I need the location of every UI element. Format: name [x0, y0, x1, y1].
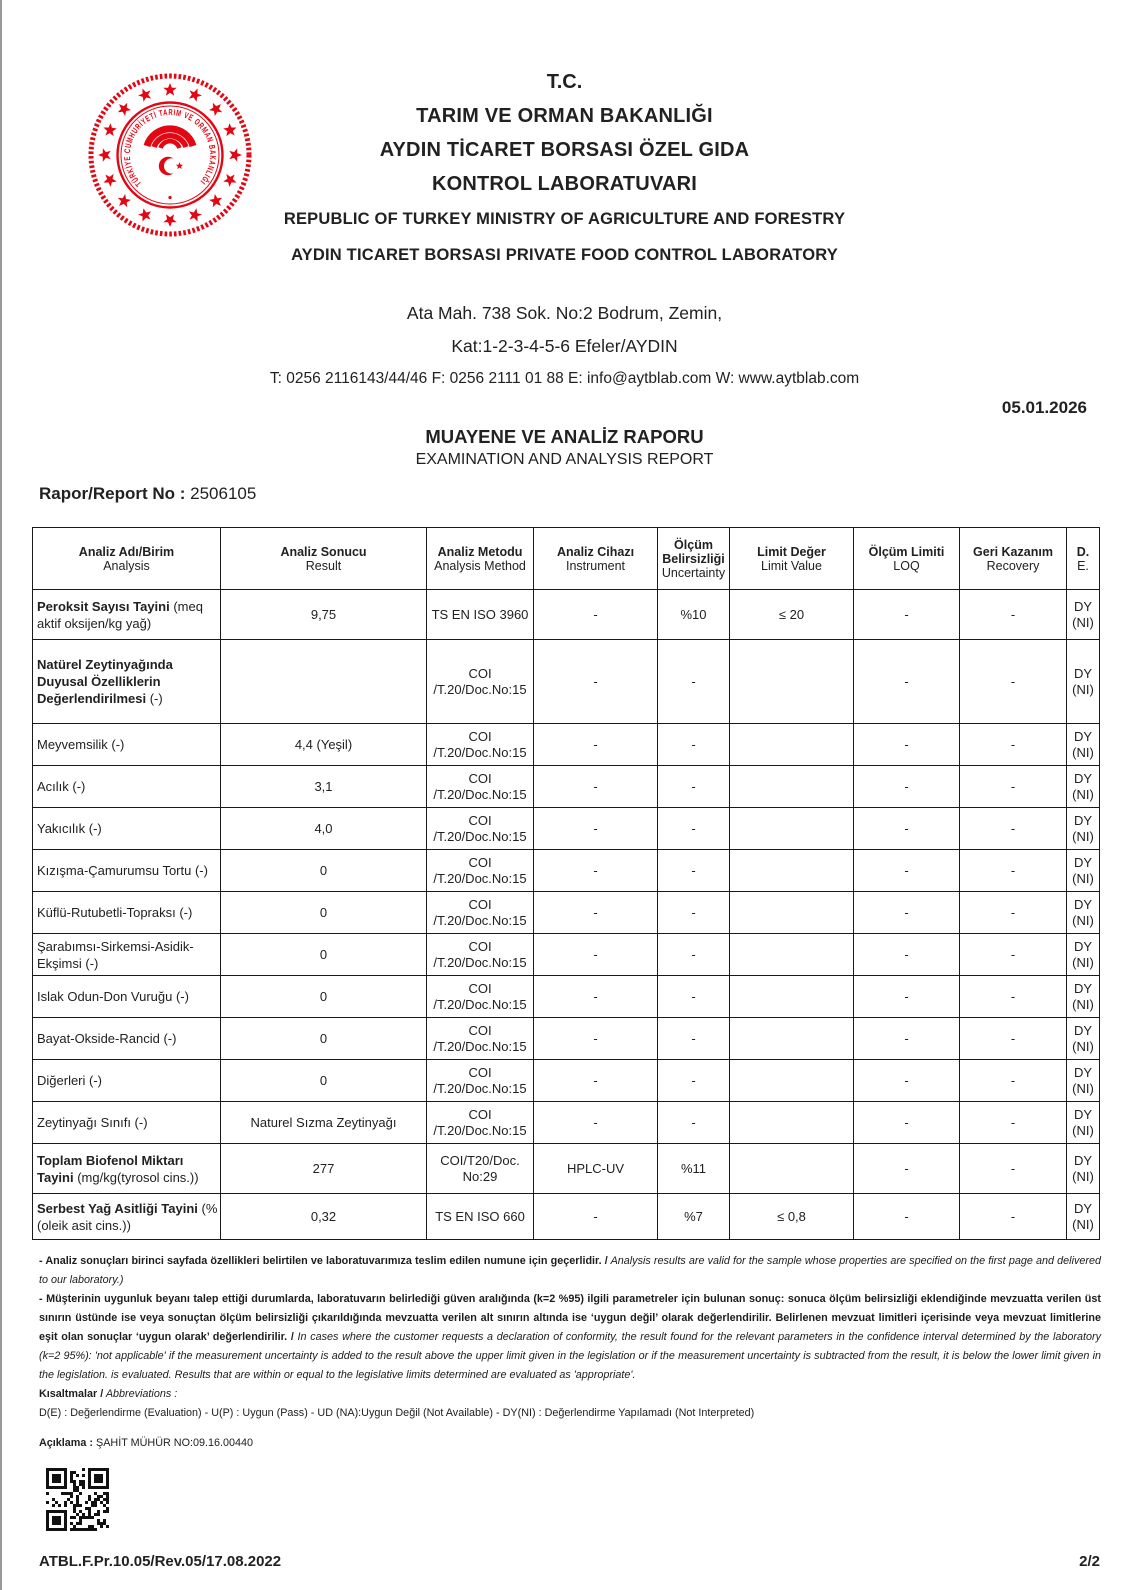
table-row: [33, 808, 1100, 850]
cell-limit: [730, 850, 854, 892]
cell-uncertainty: -: [658, 1060, 730, 1102]
column-header-uncertainty: Ölçüm Belirsizliği Uncertainty: [658, 528, 730, 590]
cell-limit: [730, 1144, 854, 1194]
cell-limit: [730, 934, 854, 976]
cell-evaluation: DY (NI): [1067, 1194, 1100, 1240]
table-row: [33, 590, 1100, 640]
cell-uncertainty: %7: [658, 1194, 730, 1240]
table-row: [33, 1102, 1100, 1144]
table-row: [33, 1144, 1100, 1194]
cell-loq: -: [854, 1194, 960, 1240]
cell-loq: -: [854, 640, 960, 724]
cell-result: 4,0: [221, 808, 427, 850]
cell-uncertainty: -: [658, 1018, 730, 1060]
cell-result: 277: [221, 1144, 427, 1194]
cell-method: TS EN ISO 3960: [427, 590, 534, 640]
cell-instrument: -: [534, 892, 658, 934]
cell-method: COI /T.20/Doc.No:15: [427, 892, 534, 934]
column-header-limit: Limit Değer Limit Value: [730, 528, 854, 590]
page-footer: [39, 1553, 1100, 1570]
cell-method: COI /T.20/Doc.No:15: [427, 640, 534, 724]
cell-limit: [730, 808, 854, 850]
column-header-instrument: Analiz Cihazı Instrument: [534, 528, 658, 590]
table-row: [33, 640, 1100, 724]
cell-method: COI /T.20/Doc.No:15: [427, 850, 534, 892]
cell-uncertainty: -: [658, 640, 730, 724]
table-row: [33, 850, 1100, 892]
page-number: 2/2: [1079, 1553, 1100, 1570]
cell-analysis-name: Serbest Yağ Asitliği Tayini (% (oleik asit cins.)): [33, 1194, 221, 1240]
cell-uncertainty: -: [658, 850, 730, 892]
cell-recovery: -: [960, 934, 1067, 976]
cell-instrument: -: [534, 766, 658, 808]
cell-result: 4,4 (Yeşil): [221, 724, 427, 766]
cell-evaluation: DY (NI): [1067, 1060, 1100, 1102]
cell-method: COI /T.20/Doc.No:15: [427, 934, 534, 976]
cell-method: COI /T.20/Doc.No:15: [427, 808, 534, 850]
cell-method: COI /T.20/Doc.No:15: [427, 1018, 534, 1060]
table-row: [33, 1194, 1100, 1240]
cell-uncertainty: -: [658, 976, 730, 1018]
column-header-loq: Ölçüm Limiti LOQ: [854, 528, 960, 590]
cell-analysis-name: Islak Odun-Don Vuruğu (-): [33, 976, 221, 1018]
column-header-recovery: Geri Kazanım Recovery: [960, 528, 1067, 590]
cell-recovery: -: [960, 1144, 1067, 1194]
table-header-row: [33, 528, 1100, 590]
cell-evaluation: DY (NI): [1067, 808, 1100, 850]
cell-instrument: -: [534, 1194, 658, 1240]
cell-analysis-name: Bayat-Okside-Rancid (-): [33, 1018, 221, 1060]
cell-uncertainty: %11: [658, 1144, 730, 1194]
cell-uncertainty: -: [658, 766, 730, 808]
cell-loq: -: [854, 850, 960, 892]
cell-loq: -: [854, 590, 960, 640]
cell-limit: [730, 766, 854, 808]
report-date: 05.01.2026: [1001, 398, 1087, 417]
cell-limit: ≤ 20: [730, 590, 854, 640]
cell-analysis-name: Kızışma-Çamurumsu Tortu (-): [33, 850, 221, 892]
cell-loq: -: [854, 808, 960, 850]
cell-analysis-name: Zeytinyağı Sınıfı (-): [33, 1102, 221, 1144]
cell-recovery: -: [960, 766, 1067, 808]
header-tc: T.C.: [546, 71, 583, 93]
note-validity: - Analiz sonuçları birinci sayfada özellikleri belirtilen ve laboratuvarımıza teslim edilen numune için geçerlidir. / Analysis results are valid for the sample whose properties are specified on the first page and delivered to our laboratory.): [39, 1255, 1101, 1286]
cell-recovery: -: [960, 1194, 1067, 1240]
cell-evaluation: DY (NI): [1067, 766, 1100, 808]
cell-analysis-name: Toplam Biofenol Miktarı Tayini (mg/kg(tyrosol cins.)): [33, 1144, 221, 1194]
cell-loq: -: [854, 724, 960, 766]
analysis-results-table: [32, 527, 1100, 1240]
contact-line: T: 0256 2116143/44/46 F: 0256 2111 01 88 E: info@aytblab.com W: www.aytblab.com: [269, 370, 860, 387]
remark-label: Açıklama :: [39, 1437, 94, 1449]
cell-loq: -: [854, 1102, 960, 1144]
cell-instrument: -: [534, 808, 658, 850]
cell-evaluation: DY (NI): [1067, 976, 1100, 1018]
cell-uncertainty: -: [658, 1102, 730, 1144]
cell-recovery: -: [960, 808, 1067, 850]
cell-uncertainty: -: [658, 724, 730, 766]
cell-analysis-name: Küflü-Rutubetli-Topraksı (-): [33, 892, 221, 934]
cell-uncertainty: -: [658, 892, 730, 934]
cell-recovery: -: [960, 892, 1067, 934]
letterhead: [2, 66, 1127, 273]
cell-evaluation: DY (NI): [1067, 850, 1100, 892]
cell-instrument: -: [534, 976, 658, 1018]
cell-analysis-name: Şarabımsı-Sirkemsi-Asidik-Ekşimsi (-): [33, 934, 221, 976]
table-row: [33, 892, 1100, 934]
cell-evaluation: DY (NI): [1067, 1144, 1100, 1194]
cell-result: 9,75: [221, 590, 427, 640]
cell-loq: -: [854, 766, 960, 808]
table-row: [33, 934, 1100, 976]
cell-result: 0: [221, 892, 427, 934]
address-line-1: Ata Mah. 738 Sok. No:2 Bodrum, Zemin,: [406, 303, 723, 323]
cell-recovery: -: [960, 590, 1067, 640]
form-code: ATBL.F.Pr.10.05/Rev.05/17.08.2022: [39, 1553, 282, 1570]
lab-address-block: [2, 297, 1127, 395]
cell-recovery: -: [960, 1060, 1067, 1102]
cell-limit: [730, 724, 854, 766]
report-number-value: 2506105: [190, 484, 257, 503]
document-title-tr: MUAYENE VE ANALİZ RAPORU: [425, 426, 704, 447]
cell-analysis-name: Peroksit Sayısı Tayini (meq aktif oksijen/kg yağ): [33, 590, 221, 640]
cell-evaluation: DY (NI): [1067, 892, 1100, 934]
cell-instrument: -: [534, 1018, 658, 1060]
cell-result: 3,1: [221, 766, 427, 808]
cell-loq: -: [854, 976, 960, 1018]
cell-evaluation: DY (NI): [1067, 590, 1100, 640]
cell-limit: ≤ 0,8: [730, 1194, 854, 1240]
cell-recovery: -: [960, 640, 1067, 724]
cell-analysis-name: Acılık (-): [33, 766, 221, 808]
cell-instrument: -: [534, 724, 658, 766]
cell-result: 0: [221, 850, 427, 892]
cell-loq: -: [854, 1144, 960, 1194]
cell-instrument: -: [534, 1102, 658, 1144]
table-row: [33, 1018, 1100, 1060]
document-title: [2, 425, 1127, 471]
cell-result: [221, 640, 427, 724]
cell-method: COI /T.20/Doc.No:15: [427, 976, 534, 1018]
cell-result: 0: [221, 1018, 427, 1060]
abbreviations-heading: Kısaltmalar / Abbreviations :: [39, 1388, 178, 1400]
cell-result: 0: [221, 976, 427, 1018]
cell-instrument: HPLC-UV: [534, 1144, 658, 1194]
remark-value: ŞAHİT MÜHÜR NO:09.16.00440: [93, 1437, 254, 1449]
table-body: [33, 590, 1100, 1240]
column-header-result: Analiz Sonucu Result: [221, 528, 427, 590]
cell-analysis-name: Natürel Zeytinyağında Duyusal Özelliklerin Değerlendirilmesi (-): [33, 640, 221, 724]
cell-method: COI /T.20/Doc.No:15: [427, 724, 534, 766]
header-lab-en: AYDIN TICARET BORSASI PRIVATE FOOD CONTROL LABORATORY: [291, 246, 838, 264]
header-lab-tr-2: KONTROL LABORATUVARI: [431, 173, 698, 195]
cell-recovery: -: [960, 976, 1067, 1018]
cell-recovery: -: [960, 724, 1067, 766]
cell-loq: -: [854, 1060, 960, 1102]
cell-uncertainty: %10: [658, 590, 730, 640]
footnotes: [39, 1252, 1101, 1423]
column-header-evaluation: D. E.: [1067, 528, 1100, 590]
cell-evaluation: DY (NI): [1067, 724, 1100, 766]
cell-instrument: -: [534, 640, 658, 724]
cell-analysis-name: Yakıcılık (-): [33, 808, 221, 850]
cell-method: COI /T.20/Doc.No:15: [427, 1102, 534, 1144]
cell-limit: [730, 1060, 854, 1102]
cell-result: Naturel Sızma Zeytinyağı: [221, 1102, 427, 1144]
table-row: [33, 976, 1100, 1018]
cell-method: COI/T20/Doc. No:29: [427, 1144, 534, 1194]
table-row: [33, 1060, 1100, 1102]
cell-limit: [730, 892, 854, 934]
report-number: [39, 484, 256, 504]
remark-line: [39, 1437, 253, 1449]
cell-loq: -: [854, 892, 960, 934]
cell-loq: -: [854, 1018, 960, 1060]
cell-analysis-name: Diğerleri (-): [33, 1060, 221, 1102]
cell-instrument: -: [534, 590, 658, 640]
cell-analysis-name: Meyvemsilik (-): [33, 724, 221, 766]
cell-evaluation: DY (NI): [1067, 934, 1100, 976]
cell-limit: [730, 1018, 854, 1060]
cell-loq: -: [854, 934, 960, 976]
header-ministry-tr: TARIM VE ORMAN BAKANLIĞI: [416, 105, 713, 127]
qr-code: [46, 1468, 109, 1531]
cell-limit: [730, 976, 854, 1018]
cell-evaluation: DY (NI): [1067, 1018, 1100, 1060]
column-header-analysis: Analiz Adı/Birim Analysis: [33, 528, 221, 590]
cell-limit: [730, 640, 854, 724]
table-row: [33, 766, 1100, 808]
cell-instrument: -: [534, 1060, 658, 1102]
header-ministry-en: REPUBLIC OF TURKEY MINISTRY OF AGRICULTURE AND FORESTRY: [283, 210, 846, 228]
cell-recovery: -: [960, 1102, 1067, 1144]
abbreviations-definitions: D(E) : Değerlendirme (Evaluation) - U(P) : Uygun (Pass) - UD (NA):Uygun Değil (Not Available) - DY(NI) : Değerlendirme Yapılamadı (Not Interpreted): [39, 1407, 755, 1419]
cell-method: COI /T.20/Doc.No:15: [427, 1060, 534, 1102]
cell-method: TS EN ISO 660: [427, 1194, 534, 1240]
cell-instrument: -: [534, 850, 658, 892]
address-line-2: Kat:1-2-3-4-5-6 Efeler/AYDIN: [451, 336, 678, 356]
table-row: [33, 724, 1100, 766]
header-lab-tr-1: AYDIN TİCARET BORSASI ÖZEL GIDA: [379, 139, 750, 161]
cell-limit: [730, 1102, 854, 1144]
cell-uncertainty: -: [658, 934, 730, 976]
cell-recovery: -: [960, 850, 1067, 892]
cell-evaluation: DY (NI): [1067, 1102, 1100, 1144]
emblem-circular-text: TÜRKİYE CUMHURİYETİ TARIM VE ORMAN BAKANLIĞI: [121, 106, 219, 189]
document-title-en: EXAMINATION AND ANALYSIS REPORT: [415, 451, 714, 468]
cell-instrument: -: [534, 934, 658, 976]
cell-method: COI /T.20/Doc.No:15: [427, 766, 534, 808]
report-number-label: Rapor/Report No :: [39, 484, 186, 503]
note-conformity: - Müşterinin uygunluk beyanı talep ettiği durumlarda, laboratuvarın belirlediği güven aralığında (k=2 %95) ilgili parametreler için bulunan sonuç: sonuca ölçüm belirsizliği eklendiğinde mevzuatta verilen üst sınırın üstünde ise veya sonuçtan ölçüm belirsizliği çıkarıldığında mevzuatta verilen alt sınırın altında ise ‘uygun değil’ olarak değerlendirilir. Belirlenen mevzuat limitleri içerisinde veya mevzuat limitlerine eşit olan sonuçlar ‘uygun olarak’ değerlendirilir. / In cases where the customer requests a declaration of conformity, the result found for the relevant parameters in the confidence interval determined by the laboratory (k=2 95%): 'not applicable' if the measurement uncertainty is added to the result above the upper limit given in the legislation or if the measurement uncertainty is subtracted from the result, it is below the lower limit given in the legislation. is evaluated. Results that are within or equal to the legislative limits determined are evaluated as 'appropriate'.: [39, 1293, 1101, 1381]
cell-evaluation: DY (NI): [1067, 640, 1100, 724]
cell-result: 0,32: [221, 1194, 427, 1240]
cell-result: 0: [221, 934, 427, 976]
cell-recovery: -: [960, 1018, 1067, 1060]
cell-result: 0: [221, 1060, 427, 1102]
column-header-method: Analiz Metodu Analysis Method: [427, 528, 534, 590]
cell-uncertainty: -: [658, 808, 730, 850]
